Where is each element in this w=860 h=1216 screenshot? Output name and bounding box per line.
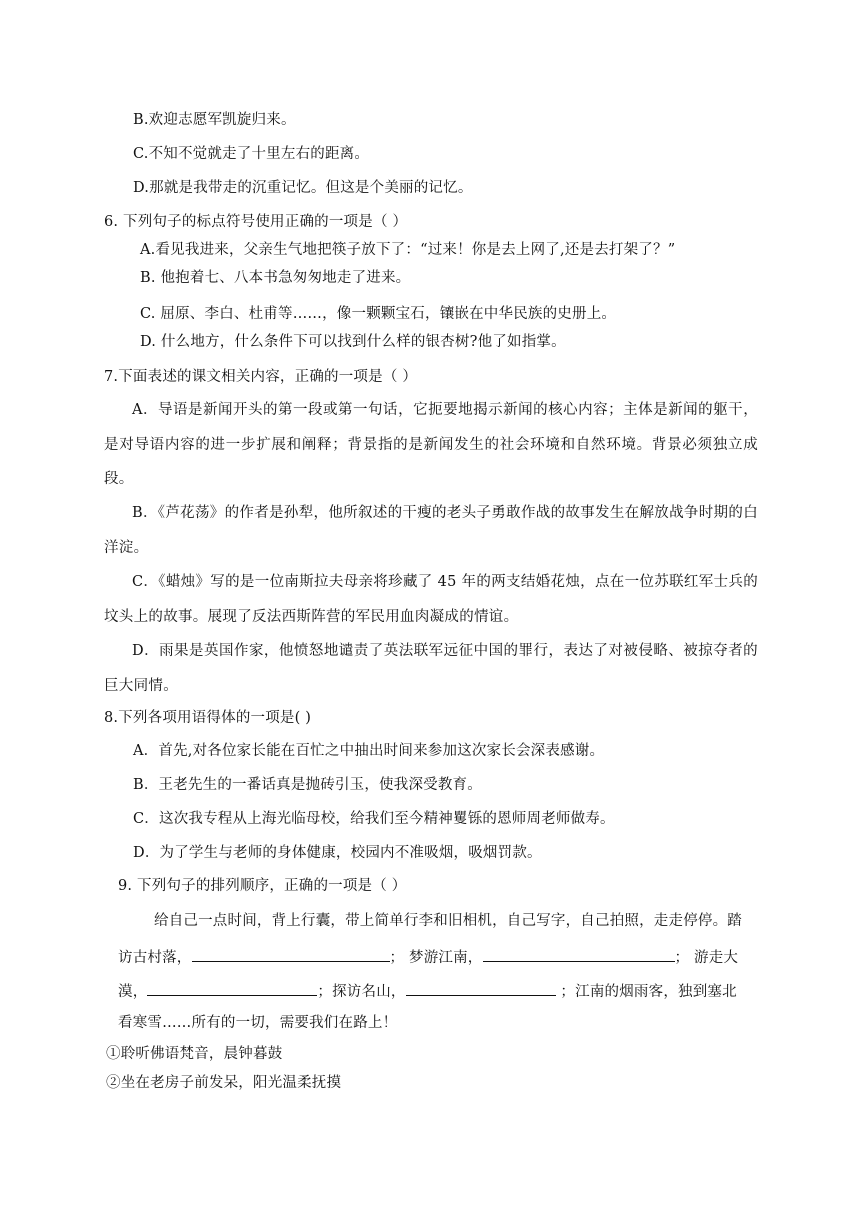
question-8-option-d: D．为了学生与老师的身体健康，校园内不准吸烟，吸烟罚款。 [133,845,542,861]
prev-option-c: C.不知不觉就走了十里左右的距离。 [133,146,370,162]
question-8-option-b: B．王老先生的一番话真是抛砖引玉，使我深受教育。 [133,777,482,793]
prev-option-b: B.欢迎志愿军凯旋归来。 [133,112,296,128]
question-6-stem: 6. 下列句子的标点符号使用正确的一项是（ ） [104,214,408,230]
question-9-item-1: ①聆听佛语梵音，晨钟暮鼓 [106,1046,283,1062]
passage-text: ；探访名山， [317,984,406,1000]
passage-text: 漠， [118,984,148,1000]
question-9-item-2: ②坐在老房子前发呆，阳光温柔抚摸 [106,1075,342,1091]
question-6-option-a: A.看见我进来，父亲生气地把筷子放下了：“过来！你是去上网了,还是去打架了？” [140,242,676,258]
passage-text: ；江南的烟雨客，独到塞北 [555,984,737,1000]
question-6-option-c: C. 屈原、李白、杜甫等……，像一颗颗宝石，镶嵌在中华民族的史册上。 [140,306,617,322]
question-9-passage-line-4: 看寒雪……所有的一切，需要我们在路上！ [118,1015,398,1031]
prev-option-d: D.那就是我带走的沉重记忆。但这是个美丽的记忆。 [133,180,473,196]
answer-blank-3[interactable] [147,979,317,996]
answer-blank-1[interactable] [192,945,390,962]
passage-text: ； 梦游江南， [389,950,483,966]
answer-blank-4[interactable] [406,979,556,996]
question-8-stem: 8.下列各项用语得体的一项是( ) [104,710,312,726]
question-9-passage-line-1: 给自己一点时间，背上行囊，带上简单行李和旧相机，自己写字，自己拍照，走走停停。踏 [154,913,742,929]
question-9-stem: 9. 下列句子的排列顺序，正确的一项是（ ） [118,878,407,894]
question-7-option-d: D．雨果是英国作家，他愤怒地谴责了英法联军远征中国的罪行，表达了对被侵略、被掠夺者的巨大同情。 [104,643,758,694]
question-7-option-b: B．《芦花荡》的作者是孙犁，他所叙述的干瘦的老头子勇敢作战的故事发生在解放战争时期的白洋淀。 [104,505,758,556]
question-9-passage-line-3 [118,979,737,1002]
question-6-option-b: B. 他抱着七、八本书急匆匆地走了进来。 [140,270,411,286]
question-7-option-a: A．导语是新闻开头的第一段或第一句话，它扼要地揭示新闻的核心内容；主体是新闻的躯干，是对导语内容的进一步扩展和阐释；背景指的是新闻发生的社会环境和自然环境。背景必须独立成段。 [104,402,758,487]
question-7-option-c: C．《蜡烛》写的是一位南斯拉夫母亲将珍藏了 45 年的两支结婚花烛，点在一位苏联红军士兵的坟头上的故事。展现了反法西斯阵营的军民用血肉凝成的情谊。 [104,574,758,625]
question-8-option-a: A．首先,对各位家长能在百忙之中抽出时间来参加这次家长会深表感谢。 [133,743,605,759]
question-9-passage-line-2 [118,945,738,968]
passage-text: ； 游走大 [674,950,739,966]
passage-text: 访古村落， [118,950,192,966]
answer-blank-2[interactable] [483,945,675,962]
question-8-option-c: C．这次我专程从上海光临母校，给我们至今精神矍铄的恩师周老师做寿。 [133,811,615,827]
question-7-stem: 7.下面表述的课文相关内容，正确的一项是（ ） [104,369,418,385]
question-6-option-d: D. 什么地方，什么条件下可以找到什么样的银杏树?他了如指掌。 [140,334,566,350]
